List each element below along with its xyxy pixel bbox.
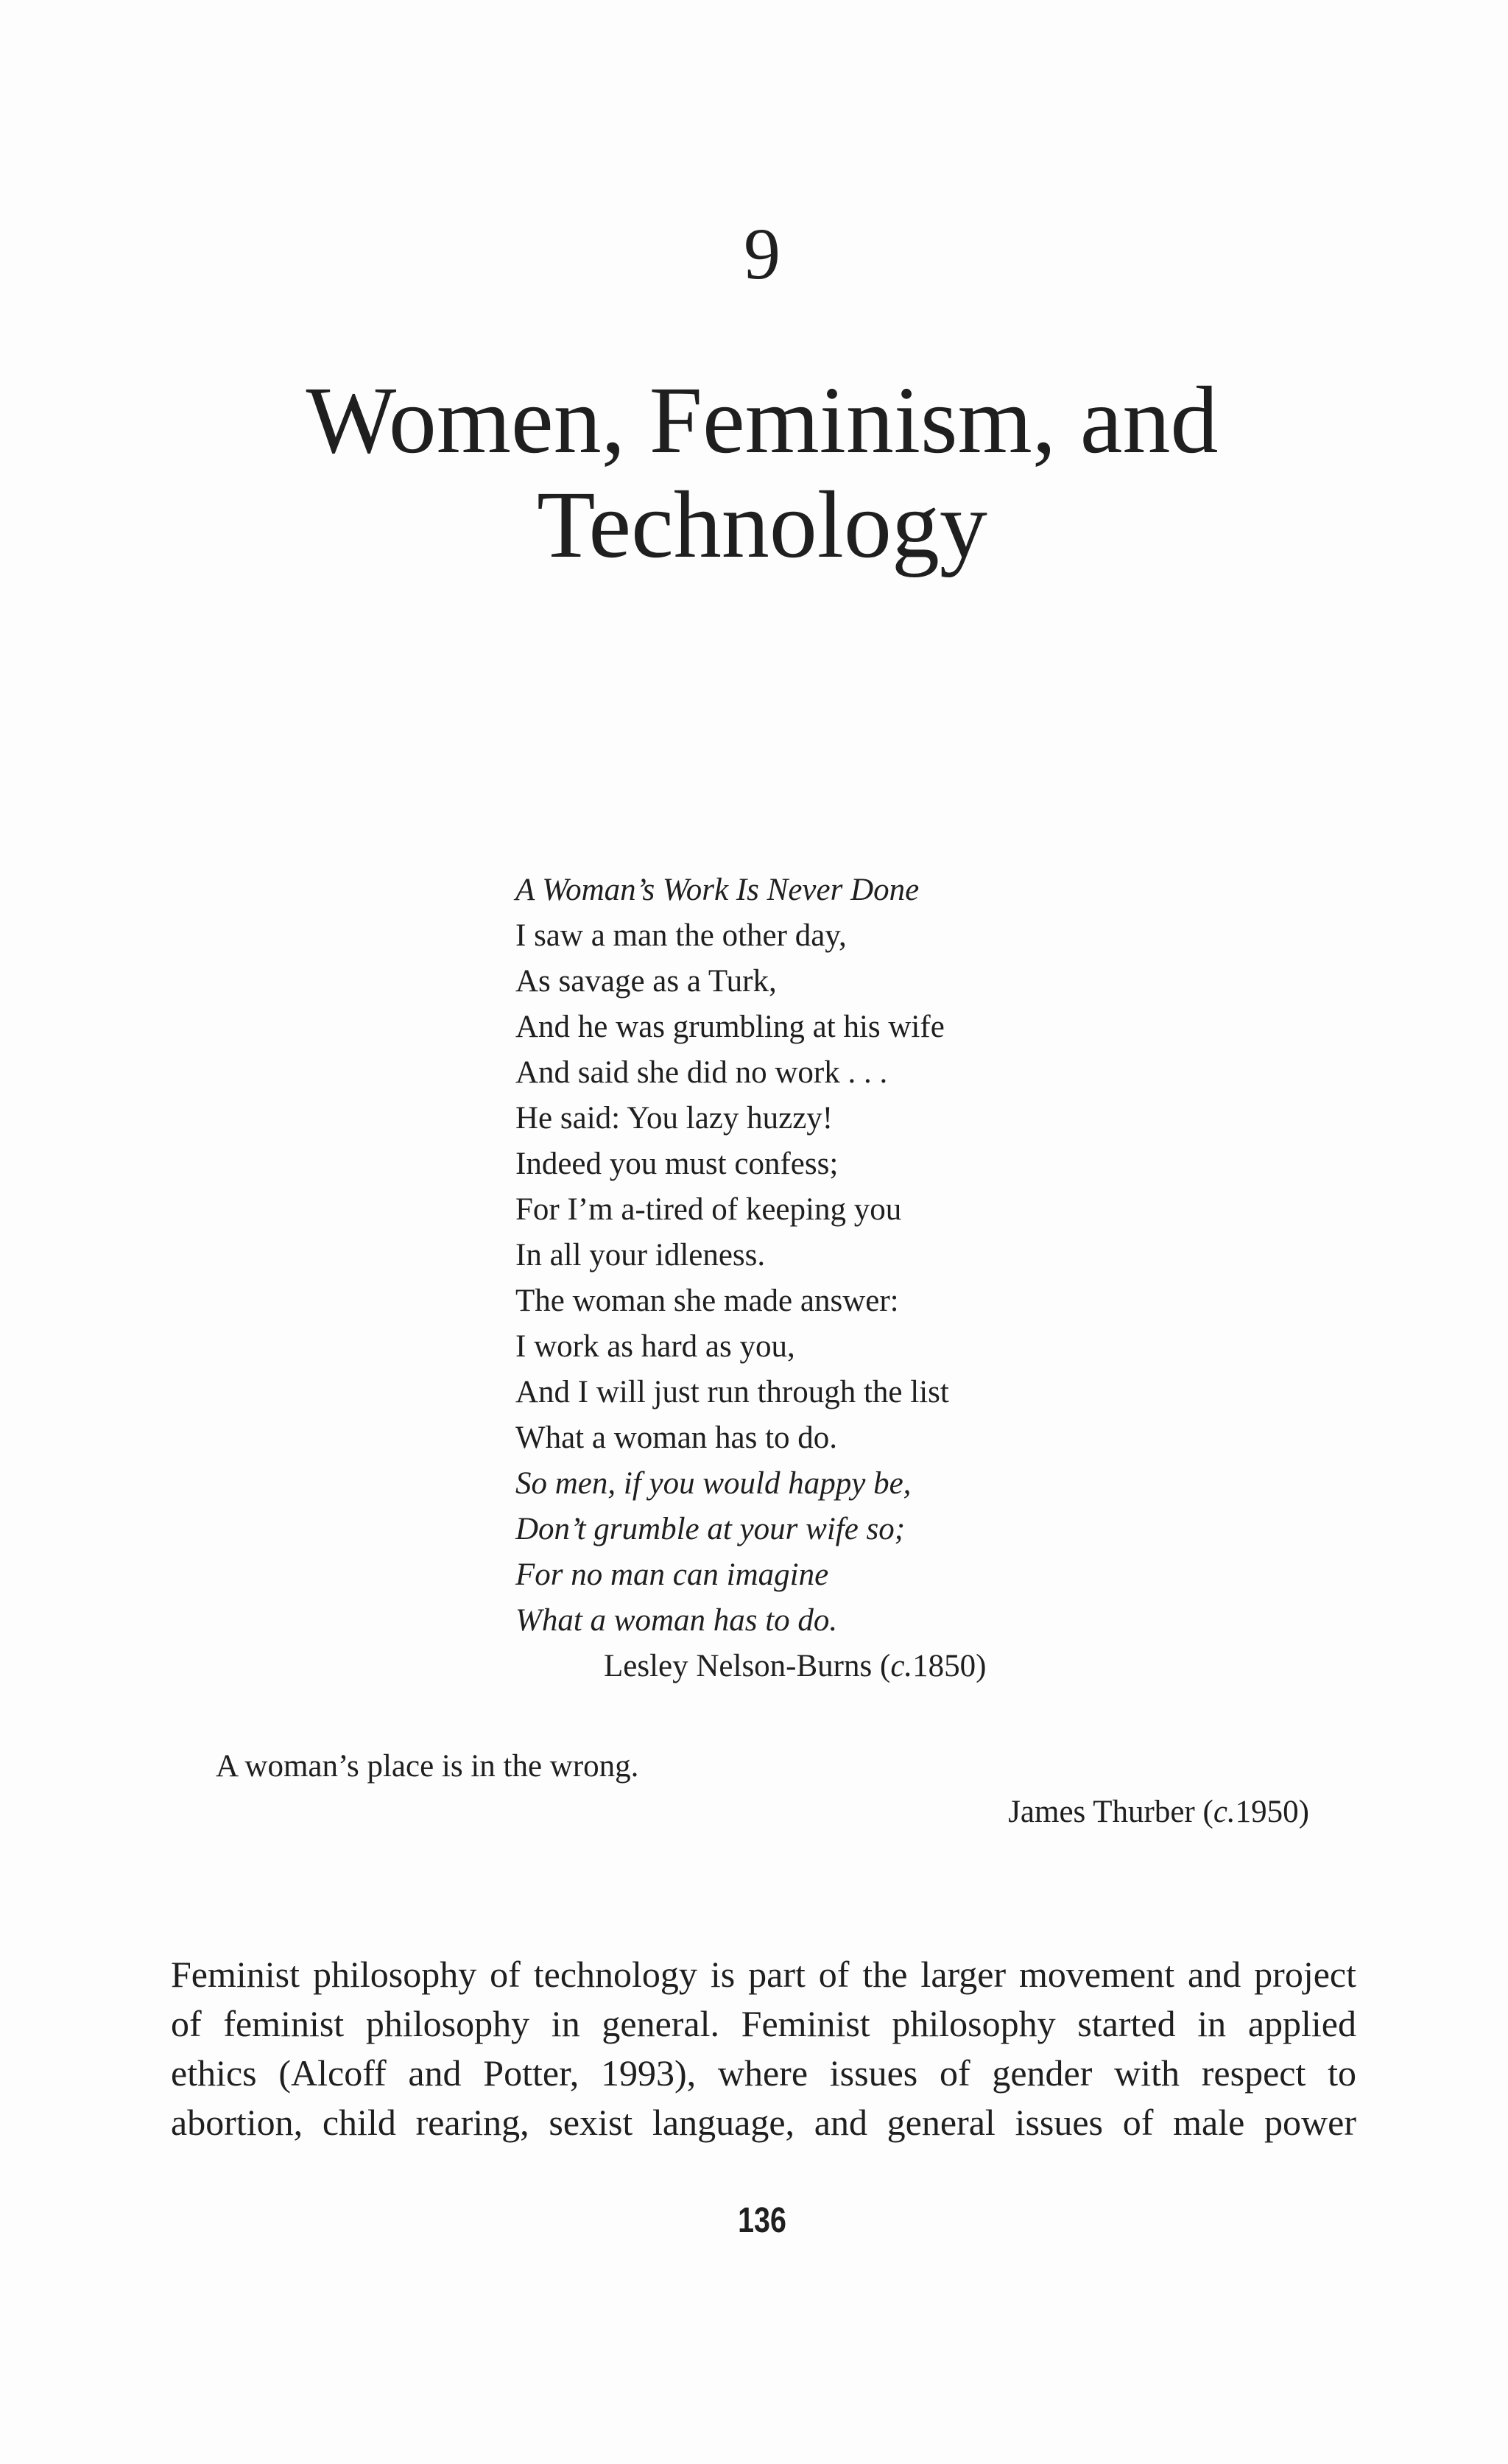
page-number: 136 bbox=[738, 2201, 786, 2240]
poem-attribution bbox=[515, 1644, 1178, 1689]
body-text-line: of feminist philosophy in general. Feminist philosophy started in applied bbox=[171, 2003, 1356, 2044]
poem-author: Lesley Nelson-Burns ( bbox=[604, 1649, 891, 1683]
chapter-title-line: Technology bbox=[537, 472, 987, 578]
poem-line: And said she did no work . . . bbox=[515, 1055, 888, 1090]
body-text-line: ethics (Alcoff and Potter, 1993), where issues of gender with respect to bbox=[171, 2052, 1356, 2094]
poem-circa: c. bbox=[890, 1649, 913, 1683]
body-text-line: abortion, child rearing, sexist language, and general issues of male power bbox=[171, 2102, 1356, 2143]
poem-title: A Woman’s Work Is Never Done bbox=[515, 873, 920, 907]
poem-line: I work as hard as you, bbox=[515, 1329, 795, 1364]
chapter-number: 9 bbox=[744, 213, 781, 295]
epigraph-quote: A woman’s place is in the wrong. bbox=[216, 1749, 639, 1784]
epigraph-circa: c. bbox=[1213, 1795, 1236, 1829]
poem-line: He said: You lazy huzzy! bbox=[515, 1101, 834, 1136]
poem-refrain-line: For no man can imagine bbox=[515, 1557, 829, 1592]
epigraph-year: 1950) bbox=[1235, 1795, 1309, 1829]
poem-refrain-line: So men, if you would happy be, bbox=[515, 1466, 912, 1501]
epigraph-author: James Thurber ( bbox=[1008, 1795, 1213, 1829]
poem-refrain-line: What a woman has to do. bbox=[515, 1603, 838, 1638]
poem-line: And he was grumbling at his wife bbox=[515, 1010, 945, 1044]
poem-line: The woman she made answer: bbox=[515, 1284, 899, 1318]
poem-line: For I’m a-tired of keeping you bbox=[515, 1192, 902, 1227]
poem-refrain-line: Don’t grumble at your wife so; bbox=[515, 1512, 906, 1546]
chapter-title bbox=[0, 368, 1508, 577]
body-paragraph bbox=[171, 1950, 1356, 2147]
poem-line: As savage as a Turk, bbox=[515, 964, 777, 999]
poem-line: Indeed you must confess; bbox=[515, 1147, 839, 1181]
body-text-line: Feminist philosophy of technology is part of the larger movement and project bbox=[171, 1954, 1356, 1995]
poem-line: What a woman has to do. bbox=[515, 1421, 838, 1455]
poem-year: 1850) bbox=[912, 1649, 987, 1683]
poem-line: I saw a man the other day, bbox=[515, 918, 847, 953]
chapter-title-line: Women, Feminism, and bbox=[306, 367, 1219, 474]
poem-line: In all your idleness. bbox=[515, 1238, 766, 1273]
poem bbox=[515, 867, 1178, 1689]
poem-line: And I will just run through the list bbox=[515, 1375, 949, 1409]
epigraph-attribution bbox=[1008, 1789, 1309, 1835]
